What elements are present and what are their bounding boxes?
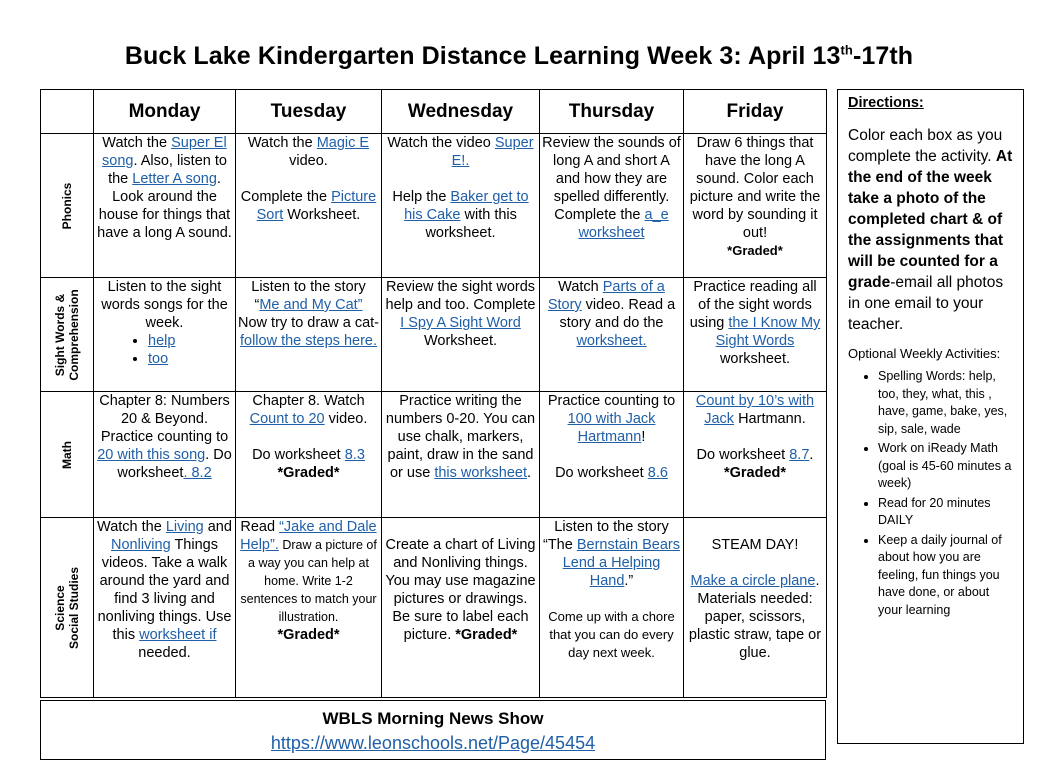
list-item: • Read for 20 minutes DAILY — [878, 495, 1013, 530]
cell-phonics-thursday: Review the sounds of long A and short A and how they are spelled differently. Complete the a_e worksheet — [540, 134, 684, 278]
day-header: Friday — [684, 90, 827, 134]
day-header: Tuesday — [236, 90, 382, 134]
list-item: • Work on iReady Math (goal is 45-60 minutes a week) — [878, 440, 1013, 493]
count-by-10s-link[interactable]: Count by 10’s with Jack — [695, 393, 815, 427]
i-spy-sight-word-link[interactable]: I Spy A Sight Word — [400, 315, 521, 331]
corner-cell — [41, 90, 94, 134]
cell-science-monday: Watch the Living and Nonliving Things videos. Take a walk around the yard and find 3 living and nonliving things. Use this worksheet if needed. — [94, 518, 236, 698]
directions-panel — [837, 89, 1024, 744]
worksheet-8-6-link[interactable]: 8.6 — [647, 465, 668, 481]
super-e-song-link[interactable]: Super El song — [102, 135, 227, 169]
cell-math-wednesday: Practice writing the numbers 0-20. You can use chalk, markers, paint, draw in the sand or use this worksheet. — [382, 392, 540, 518]
subject-label-sight-words: Sight Words & Comprehension — [41, 278, 94, 392]
cell-phonics-monday: Watch the Super El song. Also, listen to the Letter A song. Look around the house for things that have a long A sound. — [94, 134, 236, 278]
cell-phonics-wednesday: Watch the video Super E!. Help the Baker get to his Cake with this worksheet. — [382, 134, 540, 278]
phonics-row — [41, 134, 827, 278]
baker-cake-link[interactable]: Baker get to his Cake — [404, 189, 529, 223]
cell-math-monday: Chapter 8: Numbers 20 & Beyond. Practice counting to 20 with this song. Do worksheet. 8.2 — [94, 392, 236, 518]
magic-e-link[interactable]: Magic E — [316, 135, 370, 151]
count-to-20-link[interactable]: Count to 20 — [249, 411, 325, 427]
graded-label: *Graded* — [455, 627, 518, 643]
letter-a-song-link[interactable]: Letter A song — [132, 171, 217, 187]
cell-math-friday: Count by 10’s with Jack Hartmann. Do worksheet 8.7. *Graded* — [684, 392, 827, 518]
jake-and-dale-link[interactable]: “Jake and Dale Help”. — [240, 519, 377, 553]
cell-sight-thursday: Watch Parts of a Story video. Read a story and do the worksheet. — [540, 278, 684, 392]
draw-cat-steps-link[interactable]: follow the steps here. — [239, 333, 378, 349]
directions-heading: Directions: — [848, 95, 924, 111]
cell-sight-wednesday: Review the sight words help and too. Complete I Spy A Sight Word Worksheet. — [382, 278, 540, 392]
cell-math-tuesday: Chapter 8. Watch Count to 20 video. Do worksheet 8.3 *Graded* — [236, 392, 382, 518]
super-e-video-link[interactable]: Super E!. — [451, 135, 534, 169]
subject-label-phonics: Phonics — [41, 134, 94, 278]
day-header: Wednesday — [382, 90, 540, 134]
circle-plane-link[interactable]: Make a circle plane — [690, 573, 816, 589]
a-e-worksheet-link[interactable]: a_e worksheet — [578, 207, 669, 241]
help-song-link[interactable]: help — [148, 333, 176, 349]
cell-phonics-tuesday: Watch the Magic E video. Complete the Picture Sort Worksheet. — [236, 134, 382, 278]
too-song-link[interactable]: too — [148, 351, 169, 367]
page-title: Buck Lake Kindergarten Distance Learning Week 3: April 13th-17th — [124, 42, 914, 70]
worksheet-8-3-link[interactable]: 8.3 — [344, 447, 365, 463]
cell-math-thursday: Practice counting to 100 with Jack Hartmann! Do worksheet 8.6 — [540, 392, 684, 518]
days-header-row — [41, 90, 827, 134]
directions-text: Color each box as you complete the activity. At the end of the week take a photo of the completed chart & of the assignments that will be counted for a grade-email all photos in one email to your teacher. — [848, 127, 1013, 333]
graded-label: *Graded* — [727, 243, 783, 258]
cell-sight-friday: Practice reading all of the sight words using the I Know My Sight Words worksheet. — [684, 278, 827, 392]
worksheet-8-7-link[interactable]: 8.7 — [789, 447, 810, 463]
cell-science-thursday: Listen to the story “The Bernstain Bears Lend a Helping Hand.” Come up with a chore that you can do every day next week. — [540, 518, 684, 698]
i-know-sight-words-link[interactable]: the I Know My Sight Words — [715, 315, 821, 349]
news-show-box — [40, 700, 826, 760]
graded-label: *Graded* — [277, 627, 340, 643]
subject-label-science: Science Social Studies — [41, 518, 94, 698]
math-row — [41, 392, 827, 518]
day-header: Monday — [94, 90, 236, 134]
numbers-worksheet-link[interactable]: this worksheet — [434, 465, 527, 481]
bernstain-bears-link[interactable]: Bernstain Bears Lend a Helping Hand — [562, 537, 680, 589]
optional-list — [848, 368, 1013, 619]
graded-label: *Graded* — [723, 465, 787, 481]
living-worksheet-link[interactable]: worksheet if — [139, 627, 217, 643]
day-header: Thursday — [540, 90, 684, 134]
nonliving-link[interactable]: Nonliving — [111, 537, 171, 553]
count-20-song-link[interactable]: 20 with this song — [97, 447, 206, 463]
graded-label: *Graded* — [277, 465, 340, 481]
living-link[interactable]: Living — [165, 519, 204, 535]
science-row — [41, 518, 827, 698]
count-100-jack-link[interactable]: 100 with Jack Hartmann — [567, 411, 656, 445]
cell-science-wednesday: Create a chart of Living and Nonliving things. You may use magazine pictures or drawings. Be sure to label each picture. *Graded* — [382, 518, 540, 698]
cell-science-tuesday: Read “Jake and Dale Help”. Draw a picture of a way you can help at home. Write 1-2 sentences to match your illustration. *Graded* — [236, 518, 382, 698]
cell-sight-monday: Listen to the sight words songs for the week. • help • too — [94, 278, 236, 392]
sight-words-row — [41, 278, 827, 392]
list-item: • Spelling Words: help, too, they, what, this , have, game, bake, yes, sip, sale, wade — [878, 368, 1013, 438]
schedule-table — [40, 89, 827, 698]
picture-sort-link[interactable]: Picture Sort — [256, 189, 377, 223]
optional-heading: Optional Weekly Activities: — [848, 346, 1001, 361]
cell-phonics-friday: Draw 6 things that have the long A sound. Color each picture and write the word by sounding it out! *Graded* — [684, 134, 827, 278]
me-and-my-cat-link[interactable]: Me and My Cat” — [259, 297, 363, 313]
cell-science-friday: STEAM DAY! Make a circle plane. Materials needed: paper, scissors, plastic straw, tape or glue. — [684, 518, 827, 698]
list-item: • Keep a daily journal of about how you are feeling, fun things you have done, or about your learning — [878, 532, 1013, 620]
news-show-link[interactable]: https://www.leonschools.net/Page/45454 — [270, 733, 596, 753]
subject-label-math: Math — [41, 392, 94, 518]
story-worksheet-link[interactable]: worksheet. — [576, 333, 647, 349]
cell-sight-tuesday: Listen to the story “Me and My Cat” Now try to draw a cat-follow the steps here. — [236, 278, 382, 392]
worksheet-8-2-link[interactable]: . 8.2 — [183, 465, 212, 481]
parts-of-story-link[interactable]: Parts of a Story — [547, 279, 665, 313]
news-show-title: WBLS Morning News Show — [322, 709, 544, 728]
